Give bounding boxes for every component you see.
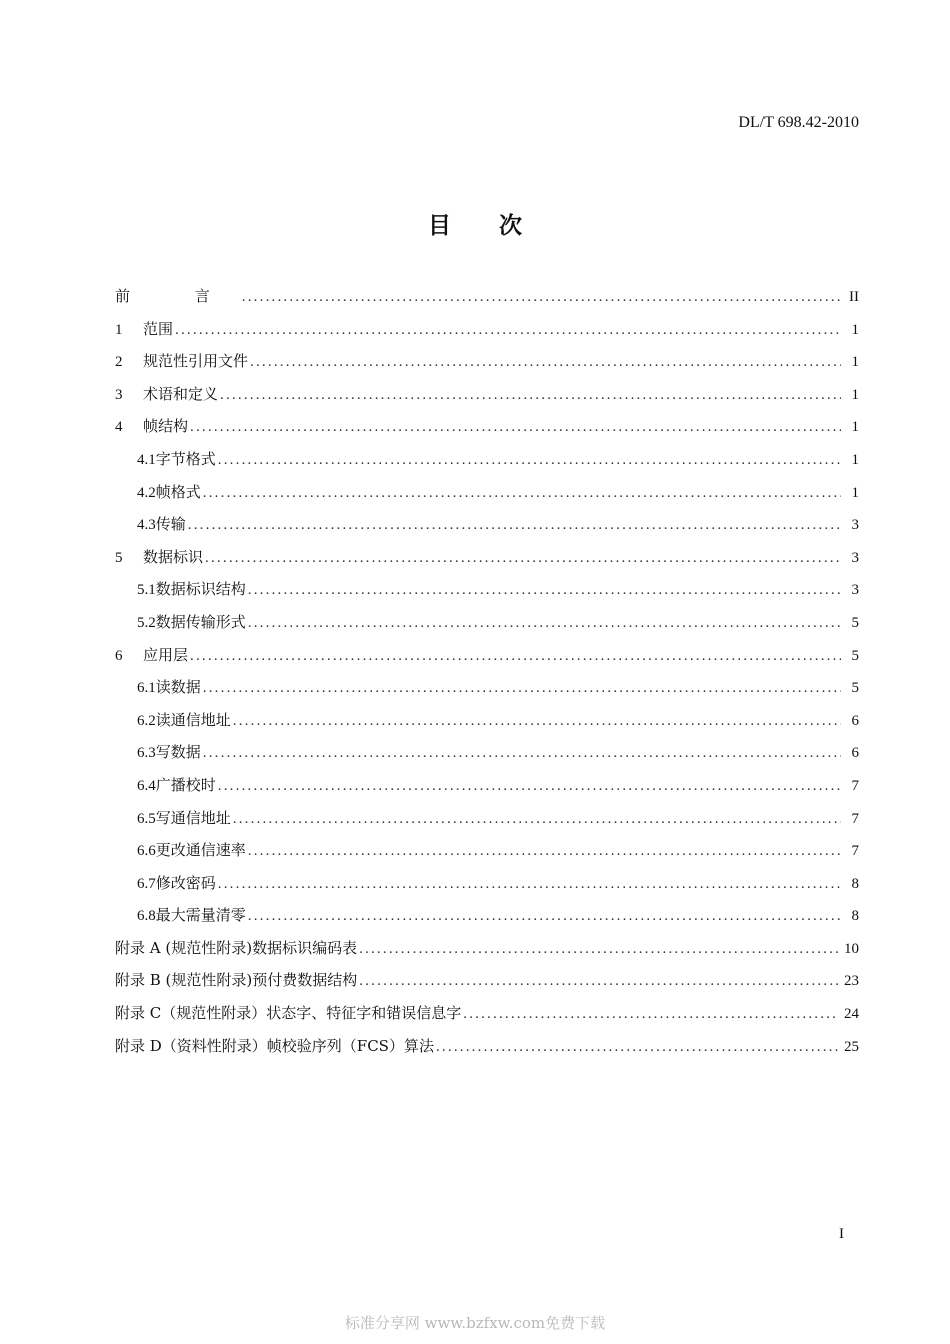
toc-entry-number: 2 <box>115 354 123 371</box>
toc-entry[interactable] <box>115 738 859 771</box>
toc-entry-number: 6.2 <box>137 712 156 729</box>
toc-entry-label: 广播校时 <box>155 775 216 794</box>
toc-entry-number: 6 <box>115 647 123 664</box>
toc-entry-title <box>137 673 201 702</box>
toc-entry-page: 1 <box>851 419 859 436</box>
toc-entry-label: 附录 A (规范性附录)数据标识编码表 <box>115 938 358 957</box>
toc-entry-page: 23 <box>844 973 859 990</box>
toc-entry-label: 读通信地址 <box>155 710 231 729</box>
toc-entry-page: 1 <box>851 354 859 371</box>
toc-entry-page: 24 <box>844 1006 859 1023</box>
toc-entry-number: 6.4 <box>137 777 156 794</box>
document-code: DL/T 698.42-2010 <box>738 114 859 131</box>
toc-entry-page: 10 <box>844 940 859 957</box>
toc-entry-label: 帧格式 <box>155 482 201 501</box>
toc-leader-dots <box>233 805 841 833</box>
toc-entry-page: 3 <box>851 549 859 566</box>
toc-entry-title <box>137 869 216 898</box>
page-number: I <box>839 1226 844 1242</box>
toc-entry-page: 25 <box>844 1038 859 1055</box>
toc-entry-label: 写数据 <box>155 743 201 762</box>
toc-leader-dots <box>205 544 841 572</box>
toc-entry-label: 最大需量清零 <box>155 906 246 925</box>
toc-entry-title <box>115 999 461 1027</box>
toc-entry-label: 附录 C（规范性附录）状态字、特征字和错误信息字 <box>115 1004 462 1023</box>
page-title: 目次 <box>428 213 570 239</box>
toc-entry[interactable] <box>115 575 859 608</box>
toc-entry-page: 7 <box>851 777 859 794</box>
toc-entry-page: 1 <box>851 321 859 338</box>
toc-entry-title <box>137 706 231 735</box>
toc-entry-title <box>137 478 201 507</box>
toc-entry[interactable] <box>115 445 859 478</box>
toc-entry-page: 5 <box>851 647 859 664</box>
toc-entry-label: 附录 B (规范性附录)预付费数据结构 <box>115 971 358 990</box>
toc-entry-label: 范围 <box>143 319 174 338</box>
toc-entry[interactable] <box>115 282 859 315</box>
toc-entry-title <box>115 966 357 994</box>
toc-entry-title <box>115 380 218 409</box>
toc-leader-dots <box>190 413 841 441</box>
toc-entry-title <box>137 836 246 865</box>
toc-entry-number: 6.8 <box>137 908 156 925</box>
toc-entry-page: 5 <box>851 680 859 697</box>
toc-leader-dots <box>233 707 841 735</box>
toc-entry[interactable] <box>115 966 859 999</box>
toc-entry-label: 写通信地址 <box>155 808 231 827</box>
toc-entry[interactable] <box>115 380 859 413</box>
toc-entry-number: 4.2 <box>137 484 156 501</box>
toc-entry-title <box>115 315 173 344</box>
toc-entry-label: 前 言 <box>115 287 240 305</box>
toc-entry[interactable] <box>115 869 859 902</box>
toc-entry-page: 7 <box>851 810 859 827</box>
toc-entry-title <box>115 641 188 670</box>
toc-entry[interactable] <box>115 934 859 967</box>
toc-leader-dots <box>248 902 841 930</box>
toc-entry-number: 6.3 <box>137 745 156 762</box>
toc-leader-dots <box>250 348 841 376</box>
toc-leader-dots <box>218 772 841 800</box>
toc-entry[interactable] <box>115 347 859 380</box>
toc-entry-label: 更改通信速率 <box>155 841 246 860</box>
toc-entry-number: 6.7 <box>137 875 156 892</box>
toc-entry-number: 5 <box>115 549 123 566</box>
toc-leader-dots <box>359 935 838 963</box>
toc-leader-dots <box>203 674 841 702</box>
toc-entry-label: 应用层 <box>143 645 189 664</box>
toc-entry-number: 6.6 <box>137 843 156 860</box>
toc-entry-page: 8 <box>851 875 859 892</box>
toc-entry[interactable] <box>115 771 859 804</box>
toc-entry-page: 1 <box>851 451 859 468</box>
toc-entry-number: 1 <box>115 321 123 338</box>
toc-entry-title <box>115 934 357 962</box>
toc-leader-dots <box>248 576 841 604</box>
toc-entry[interactable] <box>115 478 859 511</box>
toc-entry-title <box>137 771 216 800</box>
toc-entry-label: 传输 <box>155 515 186 534</box>
toc-entry-number: 3 <box>115 386 123 403</box>
toc-entry[interactable] <box>115 673 859 706</box>
toc-entry-title <box>137 901 246 930</box>
toc-leader-dots <box>220 381 841 409</box>
toc-entry-page: 3 <box>851 582 859 599</box>
toc-entry-number: 4 <box>115 419 123 436</box>
toc-entry-title <box>137 608 246 637</box>
toc-entry-title <box>115 347 248 376</box>
watermark: 标准分享网 www.bzfxw.com免费下载 <box>344 1314 606 1332</box>
toc-entry-page: 7 <box>851 843 859 860</box>
toc-entry[interactable] <box>115 315 859 348</box>
toc-entry[interactable] <box>115 510 859 543</box>
toc-leader-dots <box>188 511 841 539</box>
toc-entry-page: 3 <box>851 517 859 534</box>
toc-entry-title <box>115 1032 434 1060</box>
toc-entry-title <box>115 543 203 572</box>
toc-entry-label: 修改密码 <box>155 873 216 892</box>
toc-entry-page: 6 <box>851 745 859 762</box>
toc-entry-number: 5.1 <box>137 582 156 599</box>
toc-leader-dots <box>175 316 841 344</box>
toc-entry-label: 读数据 <box>155 678 201 697</box>
toc-entry-title <box>115 412 188 441</box>
toc-entry-page: 1 <box>851 386 859 403</box>
toc-entry[interactable] <box>115 901 859 934</box>
toc-leader-dots <box>203 479 841 507</box>
toc-entry-label: 字节格式 <box>155 449 216 468</box>
toc-entry-label: 数据标识结构 <box>155 580 246 599</box>
toc-entry-page: 8 <box>851 908 859 925</box>
toc-entry-label: 术语和定义 <box>143 384 219 403</box>
toc-leader-dots <box>218 446 841 474</box>
toc-entry-label: 规范性引用文件 <box>143 352 249 371</box>
toc-entry-number: 6.1 <box>137 680 156 697</box>
toc-entry-title <box>137 445 216 474</box>
toc-leader-dots <box>359 967 838 995</box>
toc-entry-page: 1 <box>851 484 859 501</box>
toc-entry-label: 数据传输形式 <box>155 612 246 631</box>
toc-entry[interactable] <box>115 543 859 576</box>
toc-entry-number: 5.2 <box>137 614 156 631</box>
toc-entry-number: 4.3 <box>137 517 156 534</box>
toc-entry[interactable] <box>115 641 859 674</box>
toc-entry-page: 6 <box>851 712 859 729</box>
toc-leader-dots <box>242 283 841 311</box>
toc-entry-title <box>137 510 186 539</box>
toc-entry[interactable] <box>115 999 859 1032</box>
toc-entry-title <box>137 738 201 767</box>
toc-entry[interactable] <box>115 804 859 837</box>
toc-entry-label: 数据标识 <box>143 547 204 566</box>
toc-entry-title <box>137 804 231 833</box>
toc-entry[interactable] <box>115 1032 859 1065</box>
toc-entry[interactable] <box>115 706 859 739</box>
toc-leader-dots <box>218 870 841 898</box>
toc-entry-page: II <box>849 289 859 305</box>
toc-leader-dots <box>248 837 841 865</box>
toc-leader-dots <box>436 1033 838 1061</box>
toc-entry-title <box>115 282 240 310</box>
table-of-contents <box>115 282 859 1064</box>
toc-leader-dots <box>463 1000 838 1028</box>
toc-leader-dots <box>190 642 841 670</box>
toc-entry-number: 4.1 <box>137 451 156 468</box>
toc-entry[interactable] <box>115 412 859 445</box>
toc-entry[interactable] <box>115 836 859 869</box>
toc-entry-label: 帧结构 <box>143 417 189 436</box>
toc-entry-title <box>137 575 246 604</box>
toc-entry-number: 6.5 <box>137 810 156 827</box>
toc-entry[interactable] <box>115 608 859 641</box>
toc-leader-dots <box>248 609 841 637</box>
toc-leader-dots <box>203 739 841 767</box>
toc-entry-label: 附录 D（资料性附录）帧校验序列（FCS）算法 <box>115 1036 434 1055</box>
toc-entry-page: 5 <box>851 614 859 631</box>
